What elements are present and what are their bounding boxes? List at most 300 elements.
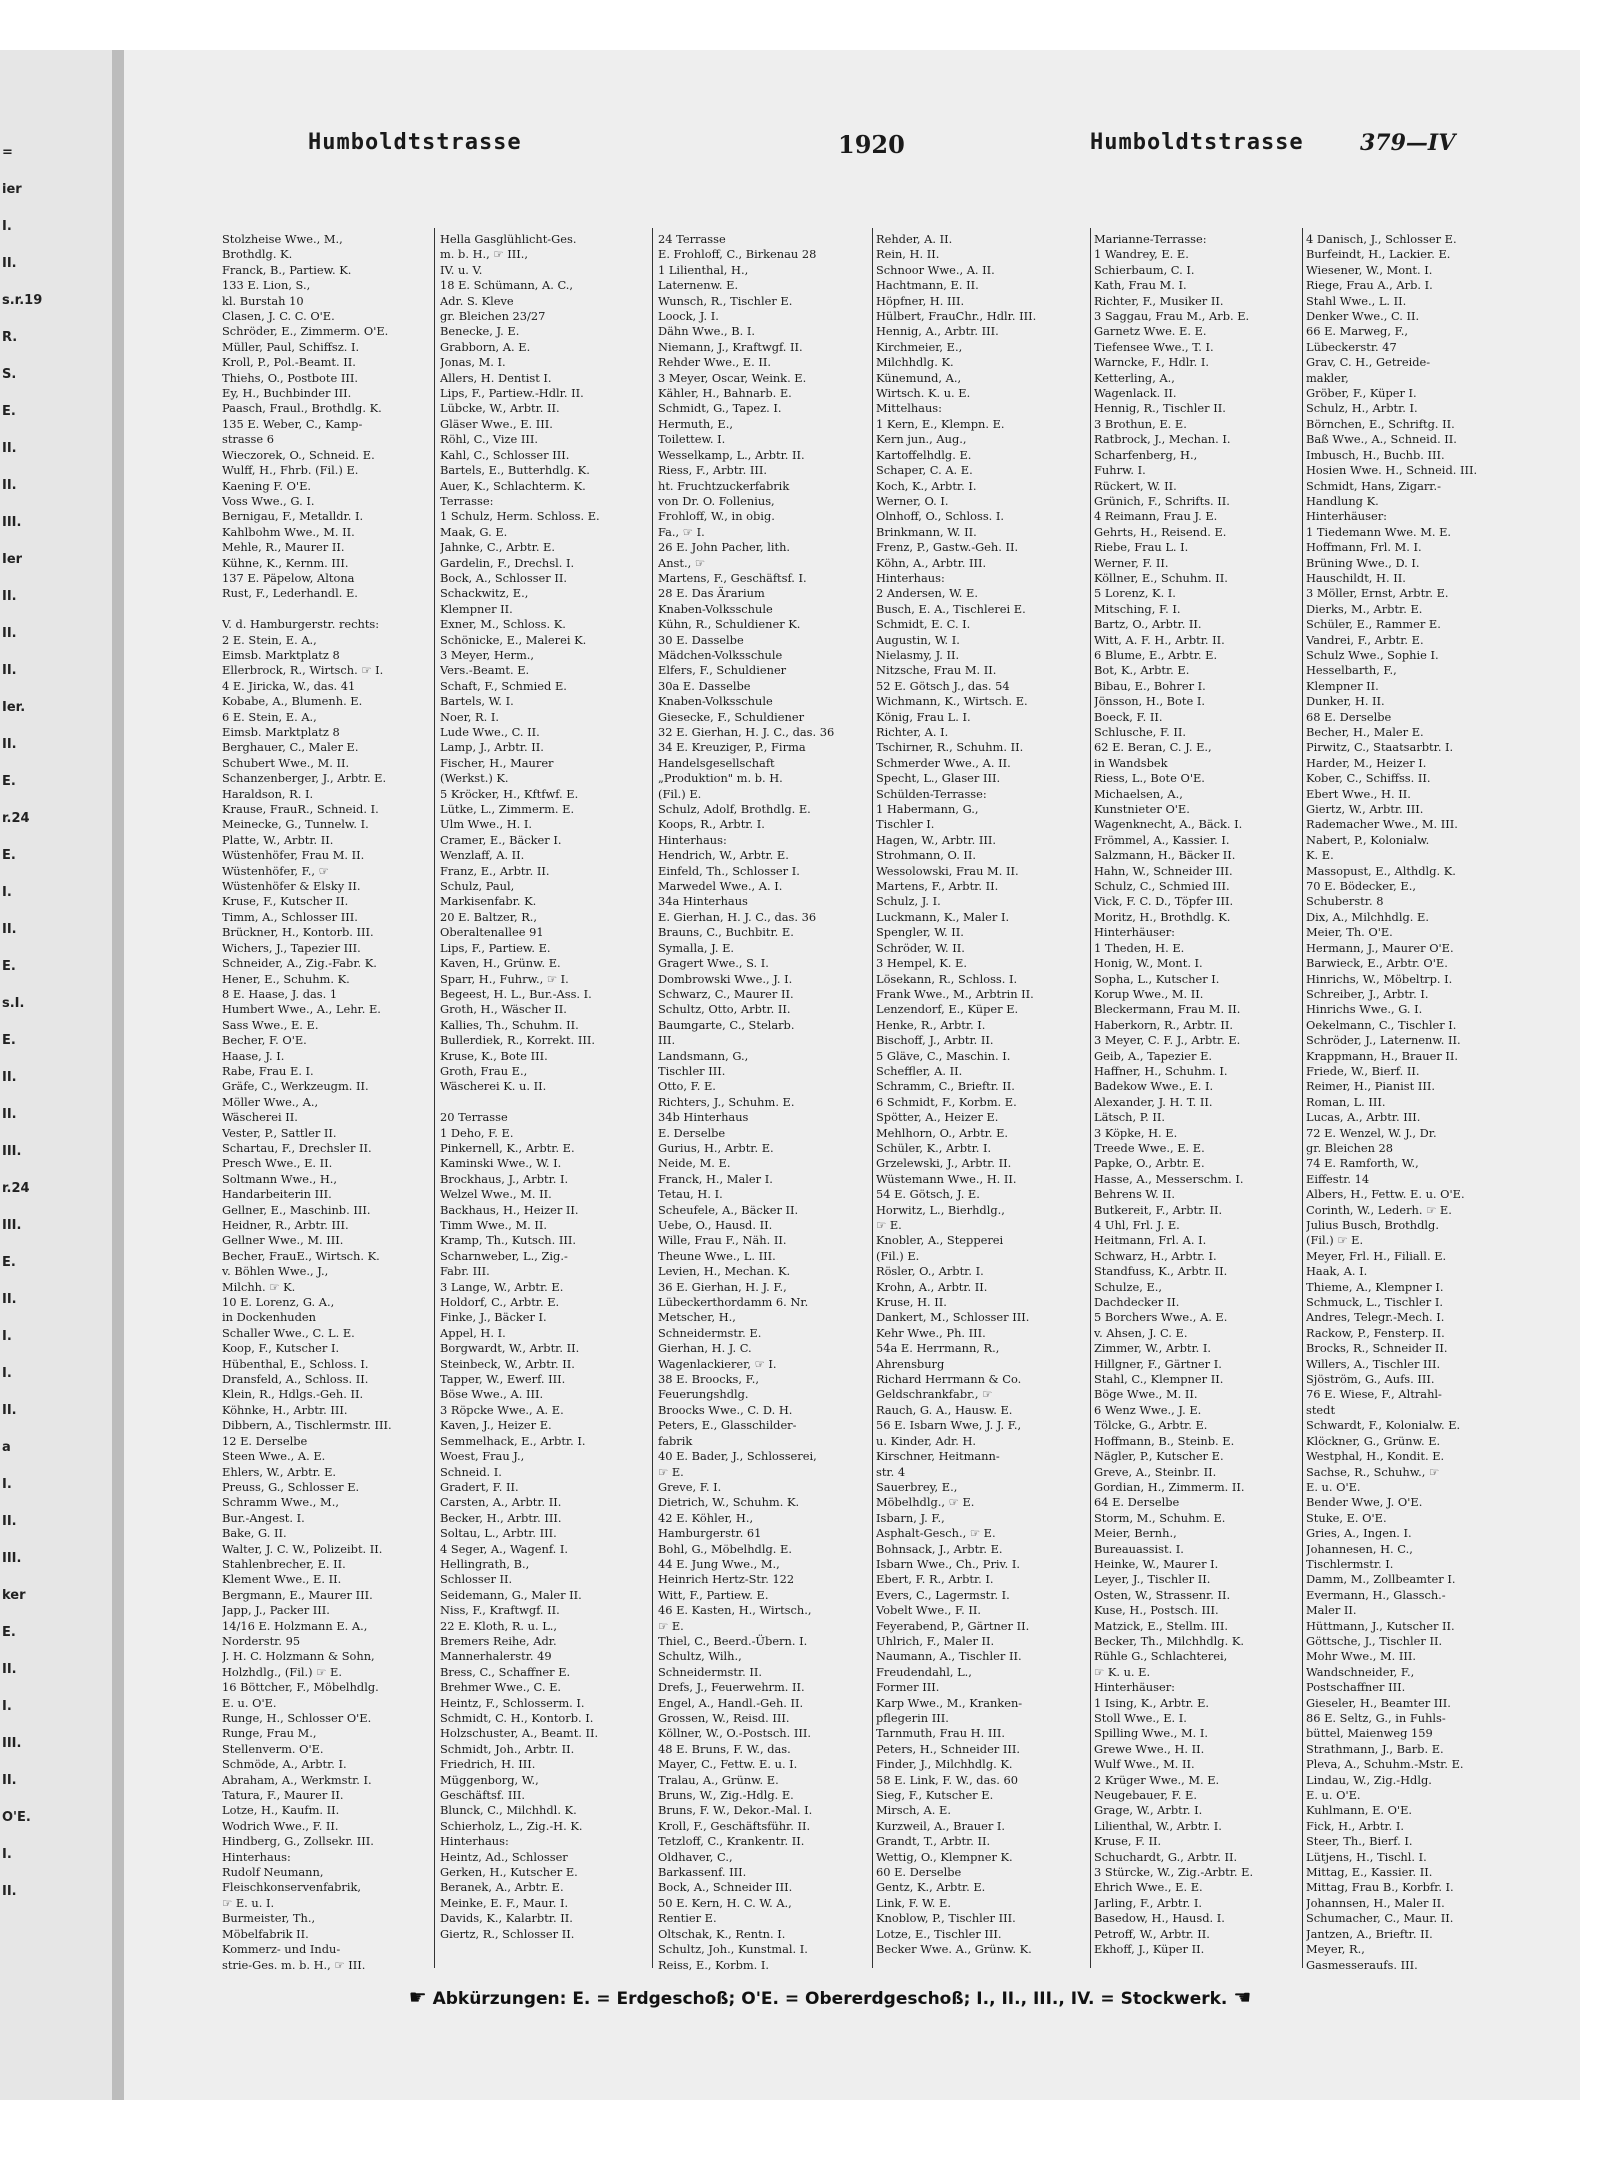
directory-entry: Kommerz- und Indu-	[222, 1942, 341, 1957]
directory-entry: Schmöde, A., Arbtr. I.	[222, 1757, 347, 1772]
directory-entry: Rückert, W. II.	[1094, 478, 1177, 493]
directory-entry: Schröder, E., Zimmerm. O'E.	[222, 324, 389, 339]
directory-entry: 2 Andersen, W. E.	[876, 586, 978, 601]
directory-entry: Soltmann Wwe., H.,	[222, 1171, 338, 1186]
margin-fragment: E.	[2, 404, 16, 419]
directory-entry: Ekhoff, J., Küper II.	[1094, 1942, 1205, 1957]
directory-entry: Lübeckerstr. 47	[1306, 339, 1397, 354]
directory-entry: Neugebauer, F. E.	[1094, 1788, 1197, 1803]
directory-entry: Haffner, H., Schuhm. I.	[1094, 1063, 1228, 1078]
directory-entry: Laternenw. E.	[658, 278, 739, 293]
directory-entry: 4 Danisch, J., Schlosser E.	[1306, 232, 1457, 246]
directory-entry: Pirwitz, C., Staatsarbtr. I.	[1306, 740, 1454, 755]
directory-entry: Hella Gasglühlicht-Ges.	[440, 232, 577, 246]
column-divider	[434, 228, 435, 1968]
directory-entry: Mittag, E., Kassier. II.	[1306, 1865, 1433, 1880]
column-divider	[1302, 228, 1303, 1968]
directory-entry: Gläser Wwe., E. III.	[440, 416, 553, 431]
directory-entry: Greve, F. I.	[658, 1479, 722, 1494]
directory-entry: Koops, R., Arbtr. I.	[658, 817, 765, 832]
directory-entry: Peters, E., Glasschilder-	[658, 1418, 797, 1433]
directory-entry: Lätsch, P. II.	[1094, 1110, 1165, 1125]
directory-entry: Bruns, W., Zig.-Hdlg. E.	[658, 1788, 794, 1803]
directory-entry: Harder, M., Heizer I.	[1306, 755, 1427, 770]
directory-entry: 4 Reimann, Frau J. E.	[1094, 509, 1218, 524]
directory-entry: Klement Wwe., E. II.	[222, 1572, 342, 1587]
directory-entry: 60 E. Derselbe	[876, 1865, 962, 1880]
directory-entry: IV. u. V.	[440, 262, 483, 277]
directory-entry: Johannesen, H. C.,	[1306, 1541, 1413, 1556]
directory-entry: Badekow Wwe., E. I.	[1094, 1079, 1214, 1094]
directory-entry: Witt, A. F. H., Arbtr. II.	[1094, 632, 1225, 647]
directory-entry: Hachtmann, E. II.	[876, 278, 979, 293]
directory-entry: Ahrensburg	[876, 1356, 945, 1371]
directory-entry: Schulz, Adolf, Brothdlg. E.	[658, 802, 811, 817]
directory-entry: Frömmel, A., Kassier. I.	[1094, 832, 1230, 847]
directory-entry: 2 E. Stein, E. A.,	[222, 632, 317, 647]
directory-entry: Müggenborg, W.,	[440, 1772, 539, 1787]
directory-entry: Brinkmann, W. II.	[876, 524, 977, 539]
directory-entry: 14/16 E. Holzmann E. A.,	[222, 1618, 368, 1633]
directory-entry: Rühle G., Schlachterei,	[1094, 1649, 1228, 1664]
directory-entry: Bock, A., Schneider III.	[658, 1880, 793, 1895]
directory-entry: E. Frohloff, C., Birkenau 28	[658, 247, 817, 262]
directory-entry: Bremers Reihe, Adr.	[440, 1633, 557, 1648]
directory-entry: Steinbeck, W., Arbtr. II.	[440, 1356, 575, 1371]
directory-entry: Böge Wwe., M. II.	[1094, 1387, 1198, 1402]
directory-entry: Grav, C. H., Getreide-	[1306, 355, 1431, 370]
directory-entry: Semmelhack, E., Arbtr. I.	[440, 1433, 586, 1448]
directory-entry: Japp, J., Packer III.	[222, 1603, 330, 1618]
directory-entry: Bur.-Angest. I.	[222, 1510, 305, 1525]
directory-entry: Maak, G. E.	[440, 524, 508, 539]
directory-entry: 38 E. Broocks, F.,	[658, 1372, 759, 1387]
directory-entry: Neide, M. E.	[658, 1156, 731, 1171]
directory-entry: 1 Lilienthal, H.,	[658, 262, 749, 277]
directory-entry: Tiefensee Wwe., T. I.	[1094, 339, 1214, 354]
directory-entry: Tschirner, R., Schuhm. II.	[876, 740, 1024, 755]
directory-entry: 44 E. Jung Wwe., M.,	[658, 1556, 780, 1571]
directory-entry: v. Ahsen, J. C. E.	[1094, 1325, 1188, 1340]
directory-entry: Moritz, H., Brothdlg. K.	[1094, 909, 1231, 924]
margin-fragment: =	[2, 145, 13, 160]
directory-entry: 40 E. Bader, J., Schlosserei,	[658, 1449, 817, 1464]
directory-entry: Grabborn, A. E.	[440, 339, 531, 354]
margin-fragment: III.	[2, 1144, 22, 1159]
directory-entry: Knaben-Volksschule	[658, 601, 773, 616]
directory-entry: Kurzweil, A., Brauer I.	[876, 1818, 1006, 1833]
directory-entry: K. E.	[1306, 848, 1334, 863]
margin-fragment: II.	[2, 1514, 17, 1529]
directory-entry: Handelsgesellschaft	[658, 755, 775, 770]
directory-entry: Schulz, H., Arbtr. I.	[1306, 401, 1418, 416]
directory-entry: Tralau, A., Grünw. E.	[658, 1772, 779, 1787]
directory-entry: Gieseler, H., Beamter III.	[1306, 1695, 1451, 1710]
pointing-hand-left-icon: ☛	[408, 1985, 427, 2009]
directory-entry: Franz, E., Arbtr. II.	[440, 863, 550, 878]
directory-entry: Becher, H., Maler E.	[1306, 725, 1424, 739]
directory-entry: von Dr. O. Follenius,	[658, 493, 775, 508]
directory-entry	[440, 1095, 630, 1110]
directory-entry: Haraldson, R. I.	[222, 786, 314, 801]
margin-fragment: E.	[2, 1625, 16, 1640]
directory-entry	[222, 602, 412, 617]
directory-entry: Lütjens, H., Tischl. I.	[1306, 1849, 1427, 1864]
directory-entry: Holzhdlg., (Fil.) ☞ E.	[222, 1664, 342, 1679]
directory-entry: Cramer, E., Bäcker I.	[440, 832, 562, 847]
directory-entry: Frank Wwe., M., Arbtrin II.	[876, 986, 1034, 1001]
directory-entry: Schmidt, Joh., Arbtr. II.	[440, 1741, 575, 1756]
directory-entry: Milchh. ☞ K.	[222, 1279, 296, 1294]
directory-entry: Woest, Frau J.,	[440, 1449, 525, 1464]
directory-entry: Hinterhaus:	[222, 1849, 291, 1864]
directory-entry: Thieme, A., Klempner I.	[1306, 1279, 1444, 1294]
directory-entry: pflegerin III.	[876, 1711, 949, 1725]
directory-entry: Brothdlg. K.	[222, 247, 293, 262]
directory-entry: Uhlrich, F., Maler II.	[876, 1633, 995, 1648]
directory-entry: Groth, Frau E.,	[440, 1063, 528, 1078]
directory-entry: Oltschak, K., Rentn. I.	[658, 1926, 786, 1941]
directory-entry: 6 Schmidt, F., Korbm. E.	[876, 1094, 1017, 1109]
directory-entry: Schülden-Terrasse:	[876, 786, 987, 801]
directory-entry: Toilettew. I.	[658, 432, 726, 447]
directory-entry: Schneidermstr. E.	[658, 1325, 762, 1340]
directory-entry: Wüstenhöfer, Frau M. II.	[222, 848, 365, 863]
margin-fragment: II.	[2, 1884, 17, 1899]
directory-entry: Lamp, J., Arbtr. II.	[440, 740, 544, 755]
directory-entry: Dankert, M., Schlosser III.	[876, 1310, 1030, 1325]
directory-entry: Kahl, C., Schlosser III.	[440, 447, 570, 462]
directory-entry: Runge, H., Schlosser O'E.	[222, 1711, 372, 1725]
directory-entry: Theune Wwe., L. III.	[658, 1248, 776, 1263]
directory-entry: Giertz, R., Schlosser II.	[440, 1926, 575, 1941]
directory-entry: m. b. H., ☞ III.,	[440, 247, 528, 262]
directory-entry: Benecke, J. E.	[440, 324, 520, 339]
directory-entry: Grewe Wwe., H. II.	[1094, 1741, 1205, 1756]
directory-entry: Nabert, P., Kolonialw.	[1306, 832, 1430, 847]
directory-entry: Schultz, Joh., Kunstmal. I.	[658, 1942, 808, 1957]
directory-entry: 22 E. Kloth, R. u. L.,	[440, 1618, 558, 1633]
directory-entry: Kramp, Th., Kutsch. III.	[440, 1233, 576, 1248]
directory-entry: Schüler, K., Arbtr. I.	[876, 1140, 992, 1155]
directory-entry: Geschäftsf. III.	[440, 1788, 526, 1803]
directory-entry: Behrens W. II.	[1094, 1187, 1176, 1202]
directory-entry: Rabe, Frau E. I.	[222, 1063, 314, 1078]
directory-entry: 10 E. Lorenz, G. A.,	[222, 1295, 335, 1310]
directory-entry: Denker Wwe., C. II.	[1306, 309, 1420, 324]
directory-entry: kl. Burstah 10	[222, 293, 304, 308]
directory-entry: Stolzheise Wwe., M.,	[222, 232, 343, 246]
directory-entry: Schuchardt, G., Arbtr. II.	[1094, 1849, 1238, 1864]
directory-entry: 3 Stürcke, W., Zig.-Arbtr. E.	[1094, 1865, 1254, 1880]
directory-entry: 1 Schulz, Herm. Schloss. E.	[440, 509, 600, 524]
margin-fragment: II.	[2, 256, 17, 271]
directory-entry: Jahnke, C., Arbtr. E.	[440, 540, 555, 555]
directory-entry: Begeest, H. L., Bur.-Ass. I.	[440, 986, 592, 1001]
directory-entry: Peters, H., Schneider III.	[876, 1741, 1020, 1756]
directory-entry: Matzick, E., Stellm. III.	[1094, 1618, 1228, 1633]
directory-entry: Scharfenberg, H.,	[1094, 447, 1198, 462]
directory-entry: Bischoff, J., Arbtr. II.	[876, 1033, 994, 1048]
directory-entry: Spilling Wwe., M. I.	[1094, 1726, 1209, 1741]
directory-entry: Broocks Wwe., C. D. H.	[658, 1402, 793, 1417]
directory-entry: Handlung K.	[1306, 493, 1379, 508]
directory-entry: Schlosser II.	[440, 1572, 513, 1587]
directory-entry: 3 Möller, Ernst, Arbtr. E.	[1306, 586, 1449, 601]
directory-entry: Handarbeiterin III.	[222, 1187, 332, 1202]
directory-entry: Heintz, Ad., Schlosser	[440, 1849, 568, 1864]
directory-entry: Dix, A., Milchhdlg. E.	[1306, 909, 1429, 924]
directory-entry: Lotze, H., Kaufm. II.	[222, 1803, 340, 1818]
directory-entry: Wenzlaff, A. II.	[440, 848, 525, 863]
directory-entry: Barwieck, E., Arbtr. O'E.	[1306, 956, 1448, 971]
directory-entry: Röhl, C., Vize III.	[440, 432, 538, 447]
directory-entry: Link, F. W. E.	[876, 1895, 951, 1910]
directory-entry: Schumacher, C., Maur. II.	[1306, 1911, 1454, 1926]
directory-entry: 58 E. Link, F. W., das. 60	[876, 1772, 1018, 1787]
directory-entry: Symalla, J. E.	[658, 940, 735, 955]
directory-entry: Schultz, Wilh.,	[658, 1649, 742, 1664]
directory-entry: Carsten, A., Arbtr. II.	[440, 1495, 562, 1510]
directory-entry: Drefs, J., Feuerwehrm. II.	[658, 1680, 805, 1695]
directory-entry: Möbelhdlg., ☞ E.	[876, 1495, 975, 1510]
pointing-hand-right-icon: ☚	[1233, 1985, 1252, 2009]
margin-fragment: r.24	[2, 1181, 30, 1196]
directory-entry: Möller Wwe., A.,	[222, 1094, 319, 1109]
directory-entry: Strathmann, J., Barb. E.	[1306, 1741, 1444, 1756]
directory-entry: Niss, F., Kraftwgf. II.	[440, 1603, 560, 1618]
directory-entry: Lude Wwe., C. II.	[440, 725, 540, 739]
directory-entry: Riege, Frau A., Arb. I.	[1306, 278, 1433, 293]
directory-entry: Bohl, G., Möbelhdlg. E.	[658, 1541, 792, 1556]
directory-entry: Engel, A., Handl.-Geh. II.	[658, 1695, 804, 1710]
directory-entry: Lucas, A., Arbtr. III.	[1306, 1110, 1421, 1125]
directory-entry: Loock, J. I.	[658, 309, 719, 324]
directory-entry: Bergmann, E., Maurer III.	[222, 1587, 373, 1602]
directory-entry: Klöckner, G., Grünw. E.	[1306, 1433, 1441, 1448]
margin-fragment: II.	[2, 589, 17, 604]
directory-entry: Meyer, R.,	[1306, 1942, 1365, 1957]
directory-entry: Köllner, W., O.-Postsch. III.	[658, 1726, 811, 1741]
directory-entry: Wille, Frau F., Näh. II.	[658, 1233, 787, 1248]
directory-entry: ☞ K. u. E.	[1094, 1664, 1151, 1679]
directory-entry: Klempner II.	[1306, 678, 1379, 693]
directory-entry: 6 Wenz Wwe., J. E.	[1094, 1402, 1202, 1417]
directory-entry: 34b Hinterhaus	[658, 1110, 749, 1125]
margin-fragment: II.	[2, 737, 17, 752]
directory-entry: Schröder, J., Laternenw. II.	[1306, 1033, 1461, 1048]
directory-entry: Presch Wwe., E. II.	[222, 1156, 333, 1171]
directory-entry: (Fil.) E.	[658, 786, 702, 801]
directory-entry: 4 Seger, A., Wagenf. I.	[440, 1541, 569, 1556]
directory-entry: Bress, C., Schaffner E.	[440, 1664, 571, 1679]
directory-entry: Maler II.	[1306, 1603, 1357, 1618]
directory-entry: Nägler, P., Kutscher E.	[1094, 1449, 1224, 1464]
directory-entry: Meier, Th. O'E.	[1306, 925, 1393, 940]
directory-entry: Geldschrankfabr., ☞	[876, 1387, 993, 1402]
directory-entry: Timm Wwe., M. II.	[440, 1218, 548, 1232]
directory-entry: Frohloff, W., in obig.	[658, 509, 775, 524]
directory-entry: Hennig, R., Tischler II.	[1094, 401, 1226, 416]
directory-entry: Albers, H., Fettw. E. u. O'E.	[1306, 1187, 1465, 1202]
directory-entry: Oberaltenallee 91	[440, 925, 544, 940]
directory-entry: Ehlers, W., Arbtr. E.	[222, 1464, 337, 1479]
directory-entry: Riess, L., Bote O'E.	[1094, 771, 1205, 786]
directory-entry: Lilienthal, W., Arbtr. I.	[1094, 1818, 1222, 1833]
directory-entry: Bock, A., Schlosser II.	[440, 570, 567, 585]
directory-entry: Gasmesseraufs. III.	[1306, 1957, 1418, 1972]
directory-entry: Berghauer, C., Maler E.	[222, 740, 359, 755]
directory-entry: Köhn, A., Arbtr. III.	[876, 555, 987, 570]
directory-entry: Nitzsche, Frau M. II.	[876, 663, 997, 678]
directory-entry: Becker, H., Arbtr. III.	[440, 1510, 562, 1525]
directory-entry: Giesecke, F., Schuldiener	[658, 709, 805, 724]
margin-fragment: II.	[2, 441, 17, 456]
directory-entry: Lenzendorf, E., Küper E.	[876, 1002, 1019, 1017]
directory-entry: Richard Herrmann & Co.	[876, 1372, 1022, 1387]
directory-entry: Willers, A., Tischler III.	[1306, 1356, 1441, 1371]
directory-entry: Schaper, C. A. E.	[876, 463, 973, 478]
directory-entry: Börnchen, E., Schriftg. II.	[1306, 416, 1455, 431]
directory-entry: 1 Theden, H. E.	[1094, 940, 1185, 955]
directory-entry: Tarnmuth, Frau H. III.	[876, 1726, 1005, 1741]
directory-entry: Spengler, W. II.	[876, 925, 964, 940]
directory-entry: Jarling, F., Arbtr. I.	[1094, 1895, 1203, 1910]
directory-entry: 3 Lange, W., Arbtr. E.	[440, 1279, 564, 1294]
directory-entry: Sieg, F., Kutscher E.	[876, 1788, 994, 1803]
directory-entry: Rösler, O., Arbtr. I.	[876, 1264, 984, 1279]
directory-entry: Richter, A. I.	[876, 725, 949, 739]
directory-entry: Hinterhäuser:	[1094, 1680, 1176, 1695]
directory-entry: 48 E. Bruns, F. W., das.	[658, 1741, 791, 1756]
directory-entry: Franck, H., Maler I.	[658, 1171, 773, 1186]
directory-entry: Friedrich, H. III.	[440, 1757, 536, 1772]
directory-entry: Bartels, E., Butterhdlg. K.	[440, 463, 590, 478]
directory-entry: Gradert, F. II.	[440, 1479, 519, 1494]
directory-entry: Eiffestr. 14	[1306, 1171, 1370, 1186]
directory-entry: E. u. O'E.	[1306, 1788, 1361, 1803]
directory-entry: Hinrichs, W., Möbeltrp. I.	[1306, 971, 1453, 986]
directory-entry: Schwarz, C., Maurer II.	[658, 986, 794, 1001]
directory-entry: Jantzen, A., Brieftr. II.	[1306, 1926, 1433, 1941]
directory-entry: Standfuss, K., Arbtr. II.	[1094, 1264, 1228, 1279]
directory-entry: Humbert Wwe., A., Lehr. E.	[222, 1002, 381, 1017]
directory-entry: Asphalt-Gesch., ☞ E.	[876, 1526, 996, 1541]
directory-entry: Pleva, A., Schuhm.-Mstr. E.	[1306, 1757, 1464, 1772]
directory-entry: Holdorf, C., Arbtr. E.	[440, 1295, 560, 1310]
directory-entry: Geib, A., Tapezier E.	[1094, 1048, 1213, 1063]
directory-entry: Thiel, C., Beerd.-Übern. I.	[658, 1633, 808, 1648]
directory-entry: Isbarn Wwe., Ch., Priv. I.	[876, 1556, 1021, 1571]
directory-entry: Freudendahl, L.,	[876, 1664, 972, 1679]
directory-entry: 135 E. Weber, C., Kamp-	[222, 416, 363, 431]
margin-fragment: E.	[2, 1033, 16, 1048]
directory-entry: Kroll, P., Pol.-Beamt. II.	[222, 355, 356, 370]
directory-entry: 5 Gläve, C., Maschin. I.	[876, 1048, 1011, 1063]
directory-entry: 16 Böttcher, F., Möbelhdlg.	[222, 1680, 379, 1695]
directory-entry: Oldhaver, C.,	[658, 1849, 733, 1864]
directory-entry: Landsmann, G.,	[658, 1048, 749, 1063]
directory-entry: Boeck, F. II.	[1094, 709, 1163, 724]
directory-entry: Damm, M., Zollbeamter I.	[1306, 1572, 1456, 1587]
directory-entry: Klempner II.	[440, 601, 513, 616]
directory-entry: 50 E. Kern, H. C. W. A.,	[658, 1895, 792, 1910]
directory-entry: Schmidt, Hans, Zigarr.-	[1306, 478, 1441, 493]
directory-entry: Davids, K., Kalarbtr. II.	[440, 1911, 573, 1926]
directory-entry: 6 Blume, E., Arbtr. E.	[1094, 647, 1218, 662]
directory-entry: Koch, K., Arbtr. I.	[876, 478, 977, 493]
directory-entry: Brockhaus, J., Arbtr. I.	[440, 1171, 569, 1186]
directory-entry: Anst., ☞	[658, 555, 706, 570]
directory-entry: Marianne-Terrasse:	[1094, 232, 1207, 246]
directory-entry: Petroff, W., Arbtr. II.	[1094, 1926, 1210, 1941]
directory-entry: 3 Meyer, C. F. J., Arbtr. E.	[1094, 1033, 1241, 1048]
directory-entry: Papke, O., Arbtr. E.	[1094, 1156, 1205, 1171]
directory-entry: 5 Borchers Wwe., A. E.	[1094, 1310, 1228, 1325]
margin-fragment: II.	[2, 1662, 17, 1677]
directory-entry: Schierbaum, C. I.	[1094, 262, 1195, 277]
directory-entry: gr. Bleichen 23/27	[440, 309, 546, 324]
directory-entry: Schönicke, E., Malerei K.	[440, 632, 587, 647]
directory-entry: Kühn, R., Schuldiener K.	[658, 617, 801, 632]
directory-entry: Wüstemann Wwe., H. II.	[876, 1171, 1017, 1186]
directory-entry: Tischler I.	[876, 817, 935, 832]
directory-entry: Schmidt, G., Tapez. I.	[658, 401, 782, 416]
directory-entry: 26 E. John Pacher, lith.	[658, 540, 791, 555]
directory-entry: Martens, F., Arbtr. II.	[876, 879, 999, 894]
directory-entry: Milchhdlg. K.	[876, 355, 954, 370]
directory-entry: Martens, F., Geschäftsf. I.	[658, 570, 807, 585]
directory-entry: Rudolf Neumann,	[222, 1865, 324, 1880]
directory-entry: 64 E. Derselbe	[1094, 1495, 1180, 1510]
column-divider	[872, 228, 873, 1968]
directory-entry: in Wandsbek	[1094, 755, 1168, 770]
directory-entry: Hermann, J., Maurer O'E.	[1306, 940, 1454, 955]
directory-entry: Gragert Wwe., S. I.	[658, 956, 769, 971]
column-divider	[1090, 228, 1091, 1968]
directory-entry: 36 E. Gierhan, H. J. F.,	[658, 1279, 787, 1294]
directory-entry: Lips, F., Partiew.-Hdlr. II.	[440, 386, 584, 401]
directory-entry: Wichers, J., Tapezier III.	[222, 940, 361, 955]
directory-entry: Ehrich Wwe., E. E.	[1094, 1880, 1203, 1895]
directory-entry: Kruse, H. II.	[876, 1295, 947, 1310]
directory-entry: Mädchen-Volksschule	[658, 647, 783, 662]
directory-entry: Metscher, H.,	[658, 1310, 736, 1325]
directory-entry: Voss Wwe., G. I.	[222, 493, 315, 508]
directory-entry: Becker Wwe. A., Grünw. K.	[876, 1942, 1032, 1957]
directory-entry: Gries, A., Ingen. I.	[1306, 1526, 1412, 1541]
directory-entry: Schwardt, F., Kolonialw. E.	[1306, 1418, 1461, 1433]
directory-entry: 52 E. Götsch J., das. 54	[876, 678, 1010, 693]
directory-column-2	[440, 232, 630, 1972]
page-header	[90, 130, 1480, 164]
directory-entry: E. Gierhan, H. J. C., das. 36	[658, 909, 817, 924]
directory-entry: 20 Terrasse	[440, 1110, 508, 1125]
margin-fragment: II.	[2, 663, 17, 678]
directory-entry: 3 Köpke, H. E.	[1094, 1125, 1178, 1140]
directory-entry: Sopha, L., Kutscher I.	[1094, 971, 1220, 986]
directory-entry: Brüning Wwe., D. I.	[1306, 555, 1420, 570]
directory-entry: Franck, B., Partiew. K.	[222, 262, 352, 277]
directory-entry: Michaelsen, A.,	[1094, 786, 1183, 801]
directory-entry: Hermuth, E.,	[658, 416, 733, 431]
directory-entry: Bohnsack, J., Arbtr. E.	[876, 1541, 1003, 1556]
directory-entry: Schmidt, C. H., Kontorb. I.	[440, 1711, 594, 1725]
directory-entry: 1 Habermann, G.,	[876, 802, 979, 817]
directory-entry: Mitsching, F. I.	[1094, 601, 1181, 616]
directory-entry: Schmuck, L., Tischler I.	[1306, 1295, 1443, 1310]
directory-entry: 54a E. Herrmann, R.,	[876, 1341, 1000, 1356]
